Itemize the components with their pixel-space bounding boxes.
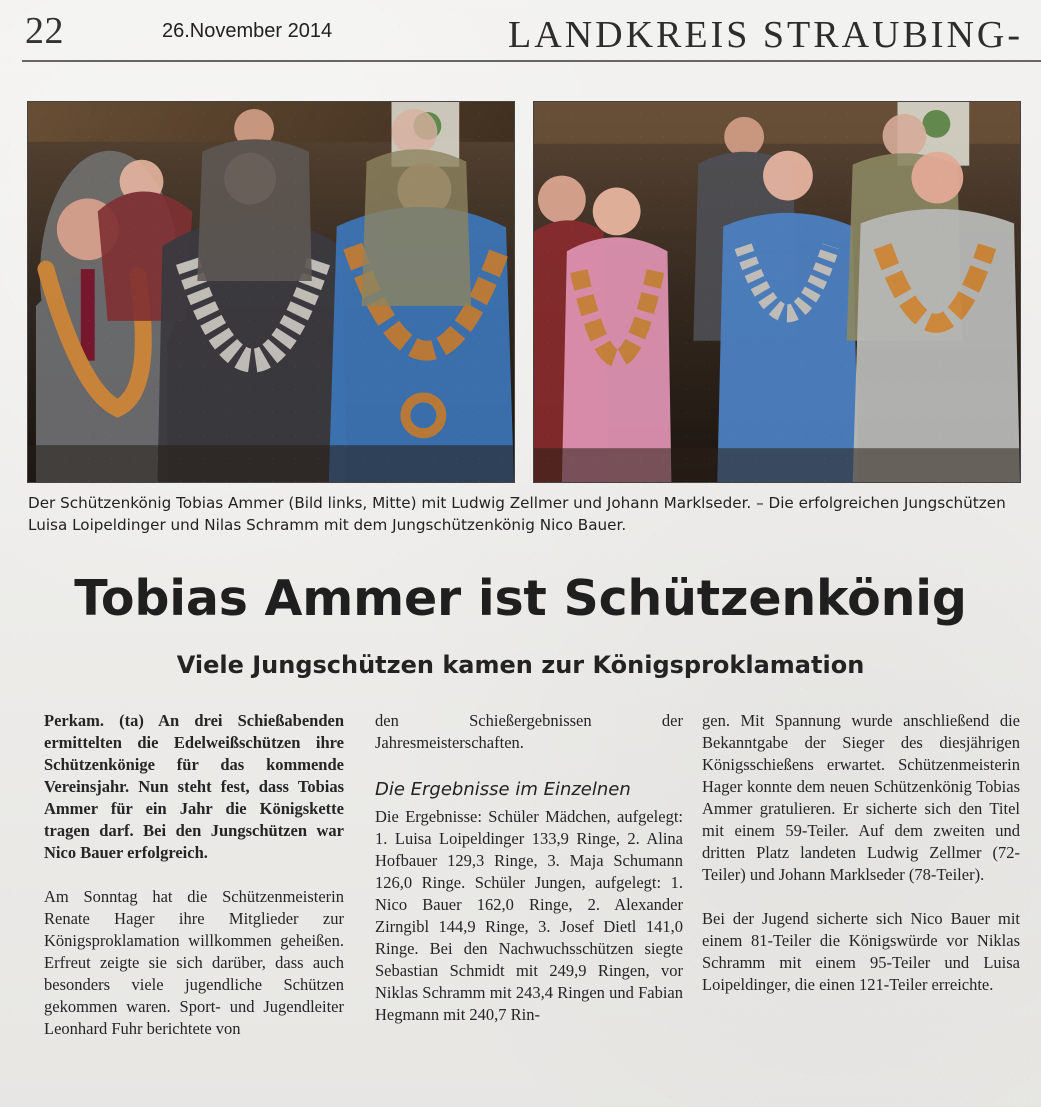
section-title: LANDKREIS STRAUBING- [508,14,1023,56]
left-photo [27,101,515,483]
page-number: 22 [25,10,64,52]
results-heading: Die Ergebnisse im Einzelnen [375,779,631,800]
article-column-1 [44,710,344,1040]
column-3-paragraph-2: Bei der Jugend sicherte sich Nico Bauer mit einem 81-Teiler die Königswürde vor Niklas Schramm mit einem 95-Teiler und Luisa Loipeldinger, die einen 121-Teiler erreichte. [702,909,1020,994]
column-2-intro: den Schießergebnissen der Jahresmeisterschaften. [375,711,683,752]
results-paragraph: Die Ergebnisse: Schüler Mädchen, aufgelegt: 1. Luisa Loipeldinger 133,9 Ringe, 2. Alina Hofbauer 129,3 Ringe, 3. Maja Schumann 126,0 Ringe. Schüler Jungen, aufgelegt: 1. Nico Bauer 162,0 Ringe, 2. Alexander Zirngibl 144,9 Ringe, 3. Josef Dietl 141,0 Ringe. Bei den Nachwuchsschützen siegte Sebastian Schmidt mit 249,9 Ringen, vor Niklas Schramm mit 243,4 Ringen und Fabian Hegmann mit 240,7 Rin- [375,807,683,1024]
article-subheadline: Viele Jungschützen kamen zur Königsproklamation [176,651,865,679]
left-photo-illustration [28,102,514,482]
lead-paragraph: Perkam. (ta) An drei Schießabenden ermittelten die Edelweißschützen ihre Schützenkönige für das kommende Vereinsjahr. Nun steht fest, dass Tobias Ammer für ein Jahr die Königskette tragen darf. Bei den Jungschützen war Nico Bauer erfolgreich. [44,711,344,862]
article-column-2 [375,710,683,1026]
article-headline: Tobias Ammer ist Schützenkönig [74,570,967,627]
column-1-paragraph: Am Sonntag hat die Schützenmeisterin Renate Hager ihre Mitglieder zur Königsproklamation willkommen geheißen. Erfreut zeigte sie sich darüber, dass auch besonders viele jugendliche Schützen gekommen waren. Sport- und Jugendleiter Leonhard Fuhr berichtete von [44,887,344,1038]
right-photo-illustration [534,102,1020,482]
right-photo [533,101,1021,483]
photo-caption: Der Schützenkönig Tobias Ammer (Bild links, Mitte) mit Ludwig Zellmer und Johann Marklseder. – Die erfolgreichen Jungschützen Luisa Loipeldinger und Nilas Schramm mit dem Jungschützenkönig Nico Bauer. [28,494,1006,534]
column-3-paragraph-1: gen. Mit Spannung wurde anschließend die Bekanntgabe der Sieger des diesjährigen Königsschießens erwartet. Schützenmeisterin Hager konnte dem neuen Schützenkönig Tobias Ammer gratulieren. Er sicherte sich den Titel mit einem 59-Teiler. Auf dem zweiten und dritten Platz landeten Ludwig Zellmer (72-Teiler) und Johann Marklseder (78-Teiler). [702,711,1020,884]
article-column-3 [702,710,1020,996]
header-rule [22,60,1041,62]
issue-date: 26.November 2014 [162,20,333,42]
